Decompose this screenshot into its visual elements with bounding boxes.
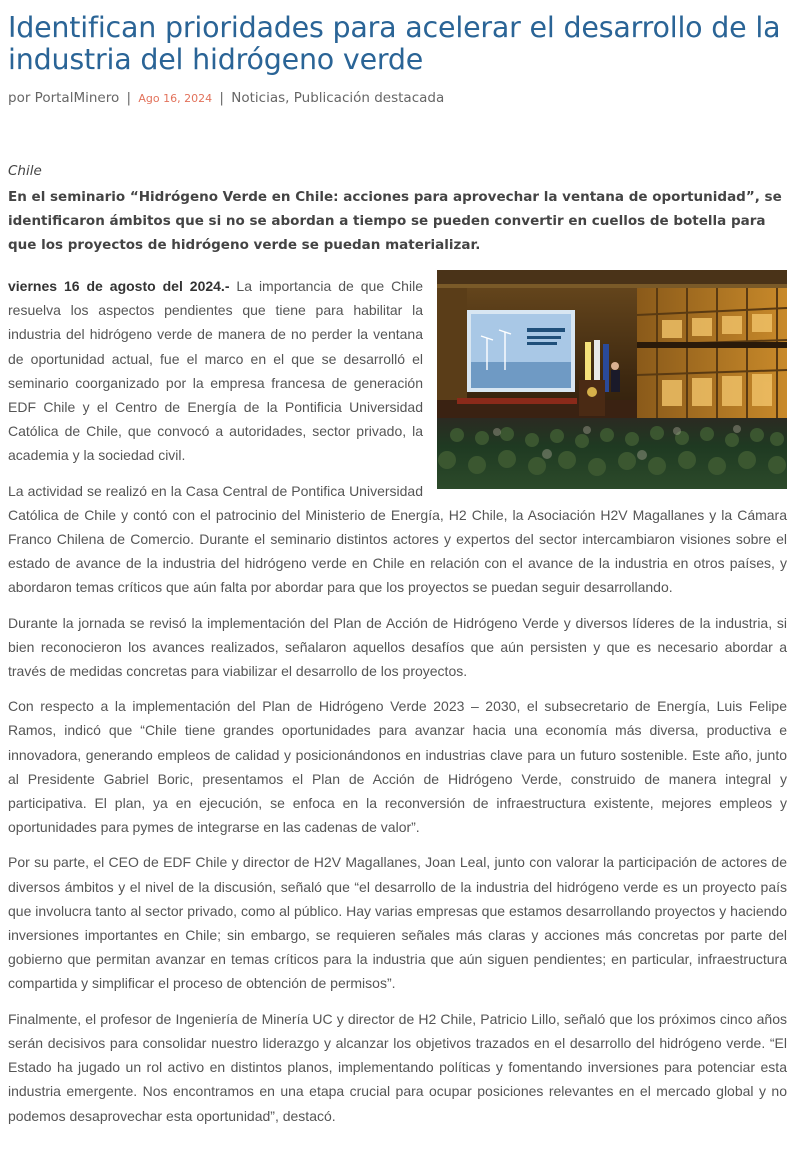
post-author[interactable]: por PortalMinero [8,90,120,106]
post-categories[interactable]: Noticias, Publicación destacada [231,90,445,106]
meta-separator: | [126,90,132,106]
paragraph-3: Durante la jornada se revisó la implementación del Plan de Acción de Hidrógeno Verde y diversos líderes de la industria, si bien reconocieron los avances realizados, señalaron aquellos desafíos que aún persisten y que es necesario abordar a través de medidas concretas para viabilizar el desarrollo de los proyectos. [8,614,787,680]
paragraph-1-text: La importancia de que Chile resuelva los aspectos pendientes que tiene para habilitar la industria del hidrógeno verde de manera de no perder la ventana de oportunidad actual, fue el marco en el que se desarrolló el seminario coorganizado por la empresa francesa de generación EDF Chile y el Centro de Energía de la Pontificia Universidad Católica de Chile, que convocó a autoridades, sector privado, la academia y la sociedad civil. [8,278,423,464]
article-lead: En el seminario “Hidrógeno Verde en Chile: acciones para aprovechar la ventana de oportunidad”, se identificaron ámbitos que si no se abordan a tiempo se pueden convertir en cuellos de botella para que los proyectos de hidrógeno verde se puedan materializar. [8,189,782,253]
paragraph-5: Por su parte, el CEO de EDF Chile y director de H2V Magallanes, Joan Leal, junto con valorar la participación de actores de diversos ámbitos y el nivel de la discusión, señaló que “el desarrollo de la industria del hidrógeno verde es un proyecto país que involucra tanto al sector privado, como al público. Hay varias empresas que estamos desarrollando proyectos y haciendo inversiones importantes en Chile; sin embargo, se requieren señales más claras y acciones más concretas por parte del gobierno que permitan avanzar en temas críticos para la industria que aún siguen pendientes; en particular, infraestructura compartida y simplificar el proceso de obtención de permisos”. [8,854,787,992]
post-date: Ago 16, 2024 [138,92,213,105]
paragraph-4: Con respecto a la implementación del Plan de Hidrógeno Verde 2023 – 2030, el subsecretario de Energía, Luis Felipe Ramos, indicó que “Chile tiene grandes oportunidades para avanzar hacia una economía más diversa, productiva e innovadora, generando empleos de calidad y posicionándonos en industrias clave para un futuro sostenible. Este año, junto al Presidente Gabriel Boric, presentamos el Plan de Acción de Hidrógeno Verde, construido de manera integral y participativa. El plan, ya en ejecución, se enfoca en la reconversión de infraestructura existente, mejores empleos y oportunidades para pymes de integrarse en las cadenas de valor”. [8,698,787,836]
paragraph-2: La actividad se realizó en la Casa Central de Pontifica Universidad Católica de Chile y contó con el patrocinio del Ministerio de Energía, H2 Chile, la Asociación H2V Magallanes y la Cámara Franco Chilena de Comercio. Durante el seminario distintos actores y expertos del sector intercambiaron visiones sobre el estado de avance de la industria del hidrógeno verde en Chile en relación con el avance de la industria en otros países, y abordaron temas críticos que aún falta por abordar para que los proyectos se puedan seguir desarrollando. [8,482,787,596]
article-title: Identifican prioridades para acelerar el desarrollo de la industria del hidrógeno verde [8,11,781,76]
post-meta [8,88,787,109]
meta-separator: | [219,90,224,106]
seminar-photo [437,270,787,489]
paragraph-6: Finalmente, el profesor de Ingeniería de Minería UC y director de H2 Chile, Patricio Lillo, señaló que los próximos cinco años serán decisivos para consolidar nuestro liderazgo y alcanzar los objetivos trazados en el desarrollo del hidrógeno verde. “El Estado ha jugado un rol activo en distintos planos, implementando políticas y fomentando inversiones para potenciar esta industria emergente. Nos encontramos en una etapa crucial para ocupar posiciones relevantes en el mercado global y no podemos desaprovechar esta oportunidad”, destacó. [8,1010,787,1124]
paragraph-dateline: viernes 16 de agosto del 2024.- [8,278,230,294]
article-region: Chile [8,163,42,179]
article [0,12,795,1128]
